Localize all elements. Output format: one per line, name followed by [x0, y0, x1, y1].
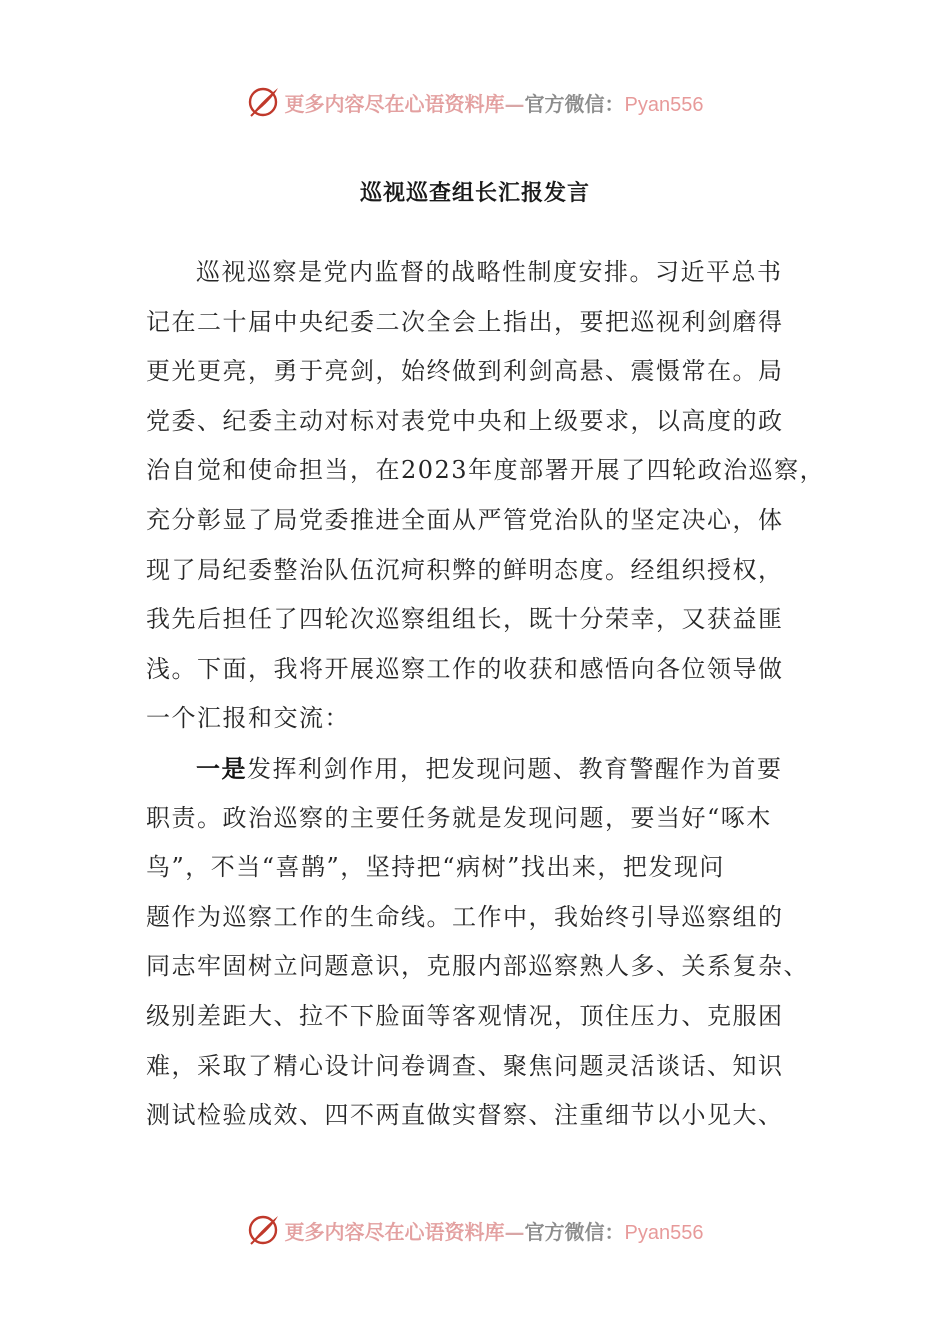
- body-line: 同志牢固树立问题意识，克服内部巡察熟人多、关系复杂、: [146, 952, 809, 981]
- body-line: 我先后担任了四轮次巡察组组长，既十分荣幸，又获益匪: [146, 605, 784, 634]
- body-line: 一个汇报和交流：: [146, 704, 350, 733]
- banner-wechat-id: Pyan556: [624, 1221, 704, 1244]
- body-line: 现了局纪委整治队伍沉疴积弊的鲜明态度。经组织授权，: [146, 555, 784, 584]
- paragraph-lead-line: [146, 744, 810, 794]
- banner-text: [285, 88, 704, 117]
- body-line: 充分彰显了局党委推进全面从严管党治队的坚定决心，体: [146, 505, 784, 534]
- banner-official-label: 官方微信：: [524, 91, 625, 116]
- body-line: 党委、纪委主动对标对表党中央和上级要求，以高度的政: [146, 406, 784, 435]
- body-line: 职责。政治巡察的主要任务就是发现问题，要当好“啄木: [146, 803, 772, 832]
- body-line: 记在二十届中央纪委二次全会上指出，要把巡视利剑磨得: [146, 307, 784, 336]
- paragraph-lead: 一是: [196, 753, 247, 783]
- body-line: 鸟”，不当“喜鹊”，坚持把“病树”找出来，把发现问: [146, 853, 725, 882]
- banner-dash: —: [504, 91, 525, 116]
- body-line: 测试检验成效、四不两直做实督察、注重细节以小见大、: [146, 1101, 784, 1130]
- banner-official-label: 官方微信：: [524, 1219, 625, 1244]
- paragraph-lead-text: 发挥利剑作用，把发现问题、教育警醒作为首要: [247, 754, 783, 783]
- body-line: 难，采取了精心设计问卷调查、聚焦问题灵活谈话、知识: [146, 1051, 784, 1080]
- document-title: 巡视巡查组长汇报发言: [359, 180, 590, 206]
- banner-text: [285, 1216, 704, 1245]
- body-line: 治自觉和使命担当，在2023年度部署开展了四轮政治巡察，: [146, 456, 826, 485]
- body-line: 浅。下面，我将开展巡察工作的收获和感悟向各位领导做: [146, 654, 784, 683]
- body-line: 巡视巡察是党内监督的战略性制度安排。习近平总书: [196, 258, 783, 286]
- banner-site-name: 更多内容尽在心语资料库: [284, 1219, 505, 1244]
- header-banner: [0, 80, 950, 124]
- banner-site-name: 更多内容尽在心语资料库: [284, 91, 505, 116]
- banner-wechat-id: Pyan556: [624, 93, 704, 116]
- body-line: 更光更亮，勇于亮剑，始终做到利剑高悬、震慑常在。局: [146, 357, 784, 386]
- body-line: 题作为巡察工作的生命线。工作中，我始终引导巡察组的: [146, 902, 784, 931]
- quill-pen-logo-icon: [247, 85, 281, 119]
- quill-pen-logo-icon: [247, 1213, 281, 1247]
- body-line: 级别差距大、拉不下脸面等客观情况，顶住压力、克服困: [146, 1001, 784, 1030]
- footer-banner: [0, 1208, 950, 1252]
- banner-dash: —: [504, 1219, 525, 1244]
- document-body: [146, 248, 826, 1141]
